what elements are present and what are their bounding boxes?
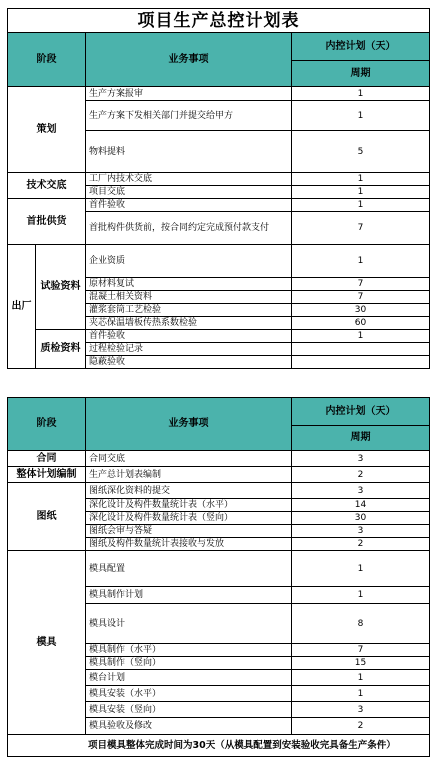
days-cell: 3 xyxy=(292,525,430,538)
plan-header: 内控计划（天） xyxy=(292,398,430,426)
task-cell: 生产方案报审 xyxy=(86,87,292,101)
task-cell: 模台计划 xyxy=(86,670,292,686)
task-cell: 模具验收及修改 xyxy=(86,718,292,735)
task-cell: 图纸深化资料的提交 xyxy=(86,483,292,499)
days-cell: 8 xyxy=(292,604,430,644)
task-cell: 模具制作计划 xyxy=(86,587,292,604)
task-cell: 模具安装（水平） xyxy=(86,686,292,702)
task-cell: 模具安装（竖向） xyxy=(86,702,292,718)
days-cell: 7 xyxy=(292,291,430,304)
phase-cell: 模具 xyxy=(8,551,86,735)
days-cell: 2 xyxy=(292,538,430,551)
days-cell: 7 xyxy=(292,278,430,291)
table-row xyxy=(8,451,430,467)
task-cell: 灌浆套筒工艺检验 xyxy=(86,304,292,317)
days-cell: 15 xyxy=(292,657,430,670)
days-cell: 1 xyxy=(292,551,430,587)
table-row xyxy=(8,245,430,278)
task-cell: 模具制作（水平） xyxy=(86,644,292,657)
days-cell: 1 xyxy=(292,199,430,212)
task-cell: 图纸及构件数量统计表接收与发放 xyxy=(86,538,292,551)
task-cell: 混凝土相关资料 xyxy=(86,291,292,304)
phase-cell: 图纸 xyxy=(8,483,86,551)
task-cell: 夹芯保温墙板传热系数检验 xyxy=(86,317,292,330)
days-cell: 2 xyxy=(292,718,430,735)
phase-cell: 技术交底 xyxy=(8,173,86,199)
task-cell: 深化设计及构件数量统计表（水平） xyxy=(86,499,292,512)
task-cell: 生产方案下发相关部门并提交给甲方 xyxy=(86,101,292,131)
days-cell: 7 xyxy=(292,212,430,245)
task-cell: 工厂内技术交底 xyxy=(86,173,292,186)
table-row xyxy=(8,199,430,212)
period-header: 周期 xyxy=(292,61,430,87)
days-cell: 5 xyxy=(292,131,430,173)
table-row xyxy=(8,467,430,483)
days-cell: 30 xyxy=(292,304,430,317)
task-cell: 首件验收 xyxy=(86,330,292,343)
task-cell: 模具设计 xyxy=(86,604,292,644)
table-row xyxy=(8,330,430,343)
subphase-cell: 质检资料 xyxy=(36,330,86,369)
table-row xyxy=(8,483,430,499)
task-cell: 首件验收 xyxy=(86,199,292,212)
task-cell: 合同交底 xyxy=(86,451,292,467)
phase-cell: 首批供货 xyxy=(8,199,86,245)
control-plan-table-2 xyxy=(7,397,430,757)
plan-header: 内控计划（天） xyxy=(292,33,430,61)
table-row xyxy=(8,173,430,186)
task-cell: 项目交底 xyxy=(86,186,292,199)
task-cell: 图纸会审与答疑 xyxy=(86,525,292,538)
days-cell: 3 xyxy=(292,702,430,718)
days-cell xyxy=(292,343,430,356)
table-row xyxy=(8,551,430,587)
footer-note: 项目模具整体完成时间为30天（从模具配置到安装验收完具备生产条件） xyxy=(8,735,430,757)
task-cell: 深化设计及构件数量统计表（竖向） xyxy=(86,512,292,525)
task-cell: 模具配置 xyxy=(86,551,292,587)
task-header: 业务事项 xyxy=(86,398,292,451)
task-cell: 隐蔽验收 xyxy=(86,356,292,369)
phase-cell: 整体计划编制 xyxy=(8,467,86,483)
task-cell: 模具制作（竖向） xyxy=(86,657,292,670)
table-row xyxy=(8,87,430,101)
phase-cell: 策划 xyxy=(8,87,86,173)
days-cell: 1 xyxy=(292,330,430,343)
task-cell: 首批构件供货前，按合同约定完成预付款支付 xyxy=(86,212,292,245)
days-cell: 1 xyxy=(292,670,430,686)
task-cell: 企业资质 xyxy=(86,245,292,278)
phase-cell: 合同 xyxy=(8,451,86,467)
days-cell: 1 xyxy=(292,101,430,131)
days-cell: 3 xyxy=(292,483,430,499)
days-cell: 3 xyxy=(292,451,430,467)
days-cell: 14 xyxy=(292,499,430,512)
task-cell: 过程检验记录 xyxy=(86,343,292,356)
control-plan-table-1 xyxy=(7,8,430,369)
period-header: 周期 xyxy=(292,426,430,451)
task-cell: 原材料复试 xyxy=(86,278,292,291)
days-cell xyxy=(292,356,430,369)
days-cell: 60 xyxy=(292,317,430,330)
page-title: 项目生产总控计划表 xyxy=(8,9,430,33)
days-cell: 1 xyxy=(292,686,430,702)
phase-header: 阶段 xyxy=(8,33,86,87)
days-cell: 1 xyxy=(292,186,430,199)
task-header: 业务事项 xyxy=(86,33,292,87)
subphase-cell: 试验资料 xyxy=(36,245,86,330)
phase-header: 阶段 xyxy=(8,398,86,451)
days-cell: 1 xyxy=(292,245,430,278)
days-cell: 30 xyxy=(292,512,430,525)
phase-cell: 出厂 xyxy=(8,245,36,369)
days-cell: 1 xyxy=(292,587,430,604)
days-cell: 1 xyxy=(292,173,430,186)
task-cell: 物料提料 xyxy=(86,131,292,173)
days-cell: 2 xyxy=(292,467,430,483)
days-cell: 7 xyxy=(292,644,430,657)
task-cell: 生产总计划表编制 xyxy=(86,467,292,483)
days-cell: 1 xyxy=(292,87,430,101)
